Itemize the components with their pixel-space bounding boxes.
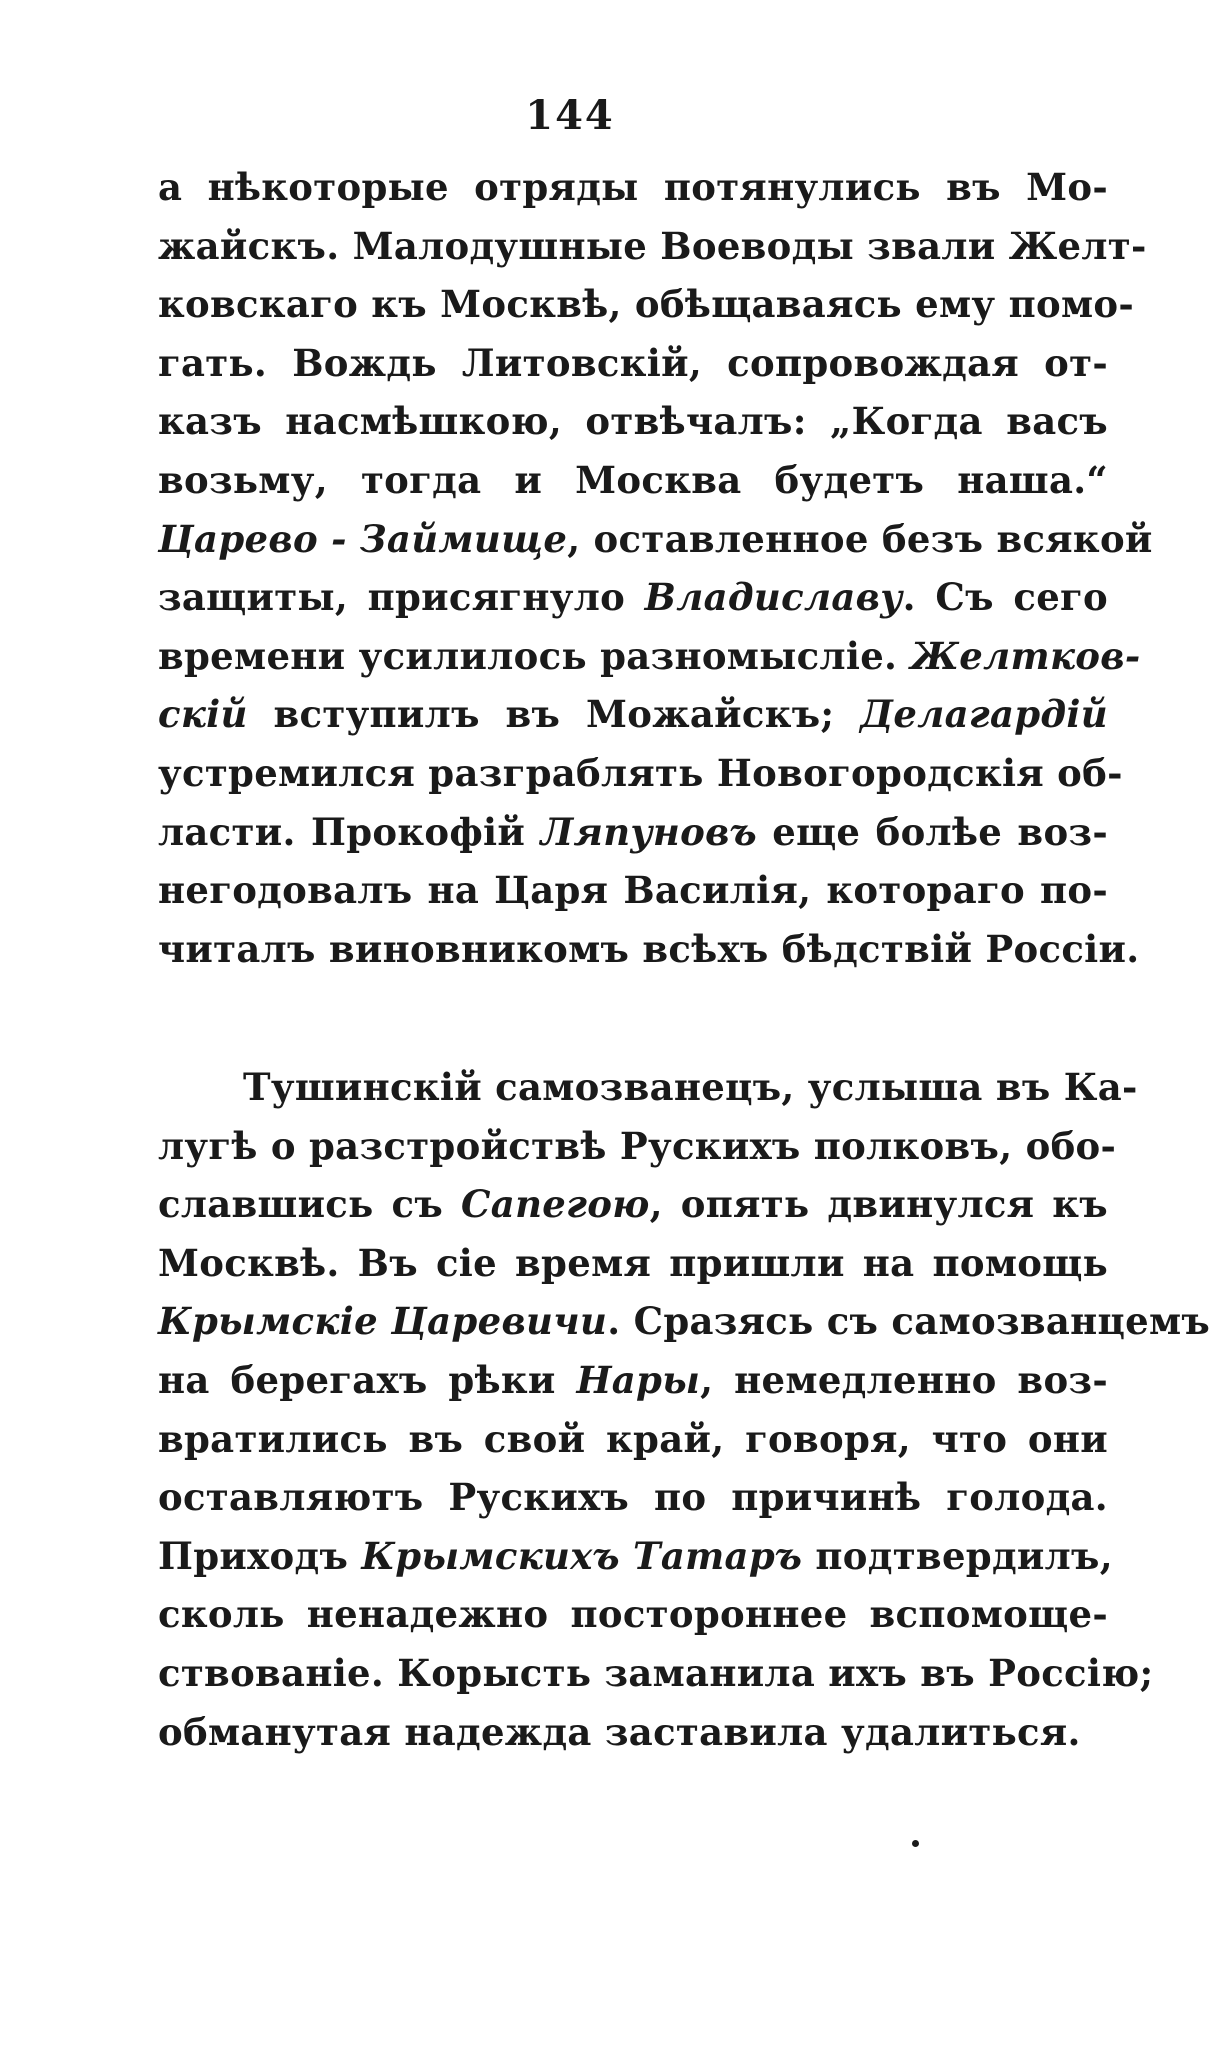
text-segment: вратились въ свой край, говоря, что они [158, 1416, 1108, 1461]
text-segment: ковскаго къ Москвѣ, обѣщаваясь ему помо- [158, 282, 1135, 327]
text-segment: защиты, присягнуло [158, 575, 645, 620]
text-segment: , немедленно воз- [700, 1357, 1108, 1402]
text-line [158, 1527, 1113, 1586]
text-line [158, 1234, 1108, 1293]
text-segment: оставляютъ Рускихъ по причинѣ голода. [158, 1475, 1108, 1520]
text-line [158, 1468, 1108, 1527]
paragraph [158, 1058, 1210, 1761]
text-segment: сколь ненадежно постороннее вспомоще- [158, 1592, 1108, 1637]
text-segment: читалъ виновникомъ всѣхъ бѣдствій Россіи. [158, 926, 1140, 971]
italic-person-name: Владиславу [644, 575, 903, 620]
text-segment: гать. Вождь Литовскій, сопровождая от- [158, 340, 1108, 385]
text-segment: жайскъ. Малодушные Воеводы звали Желт- [158, 223, 1147, 268]
text-line [158, 803, 1108, 862]
text-segment: Тушинскій самозванецъ, услыша въ Ка- [243, 1065, 1138, 1109]
text-line [158, 510, 1153, 569]
text-segment: , опять двинулся къ [649, 1182, 1108, 1227]
text-line [158, 1585, 1108, 1644]
text-line [158, 1410, 1108, 1469]
text-segment: , оставленное безъ всякой [567, 516, 1153, 561]
text-segment: . Сразясь съ самозванцемъ [607, 1299, 1210, 1344]
text-line [158, 275, 1135, 334]
text-segment: Москвѣ. Въ сіе время пришли на помощь [158, 1240, 1108, 1285]
italic-person-name: Крымскіе Царевичи [158, 1299, 608, 1344]
text-segment: . Съ сего [902, 575, 1108, 620]
text-segment: времени усилилось разномысліе. [158, 633, 911, 678]
text-segment: негодовалъ на Царя Василія, котораго по- [158, 868, 1108, 913]
text-line [158, 392, 1108, 451]
text-segment: устремился разграблять Новогородскія об- [158, 750, 1123, 795]
text-line [158, 861, 1108, 920]
text-segment: казъ насмѣшкою, отвѣчалъ: „Когда васъ [158, 399, 1108, 444]
text-segment: подтвердилъ, [802, 1533, 1113, 1578]
italic-place-name: Царево - Займище [158, 516, 568, 561]
text-segment: вступилъ въ Можайскъ; [247, 692, 861, 737]
text-line [158, 1644, 1154, 1703]
text-segment: ласти. Прокофій [158, 809, 541, 854]
text-segment: лугѣ о разстройствѣ Рускихъ полковъ, обо- [158, 1123, 1117, 1168]
italic-person-name: Делагардій [860, 692, 1108, 737]
text-line [158, 334, 1108, 393]
text-line [158, 1117, 1117, 1176]
ink-speck [912, 1840, 919, 1847]
text-line [158, 217, 1147, 276]
text-line [158, 451, 1108, 510]
text-line [158, 568, 1108, 627]
page-number: 144 [525, 92, 615, 139]
text-line [158, 744, 1123, 803]
text-segment: Приходъ [158, 1533, 362, 1578]
text-segment: славшись съ [158, 1182, 462, 1227]
paragraph [158, 158, 1153, 978]
text-line [158, 158, 1108, 217]
text-line [158, 1292, 1210, 1351]
text-segment: ствованіе. Корысть заманила ихъ въ Россію; [158, 1650, 1154, 1695]
text-segment: возьму, тогда и Москва будетъ наша.“ [158, 457, 1108, 502]
italic-person-name: Сапегою [461, 1182, 650, 1227]
text-line [158, 685, 1108, 744]
italic-person-name: скій [158, 692, 248, 737]
text-segment: а нѣкоторые отряды потянулись въ Мо- [158, 165, 1108, 209]
text-segment: на берегахъ рѣки [158, 1357, 577, 1402]
text-line [158, 627, 1141, 686]
text-segment: обманутая надежда заставила удалиться. [158, 1709, 1081, 1754]
text-line [158, 1703, 1108, 1762]
text-line [158, 1175, 1108, 1234]
text-line [158, 920, 1140, 979]
text-line [158, 1351, 1108, 1410]
italic-place-name: Нары [576, 1357, 701, 1402]
text-segment: еще болѣе воз- [756, 809, 1108, 854]
italic-person-name: Ляпуновъ [540, 809, 757, 854]
text-line [158, 1058, 1138, 1117]
italic-person-name: Желтков- [910, 633, 1141, 678]
italic-person-name: Крымскихъ Татаръ [361, 1533, 803, 1578]
